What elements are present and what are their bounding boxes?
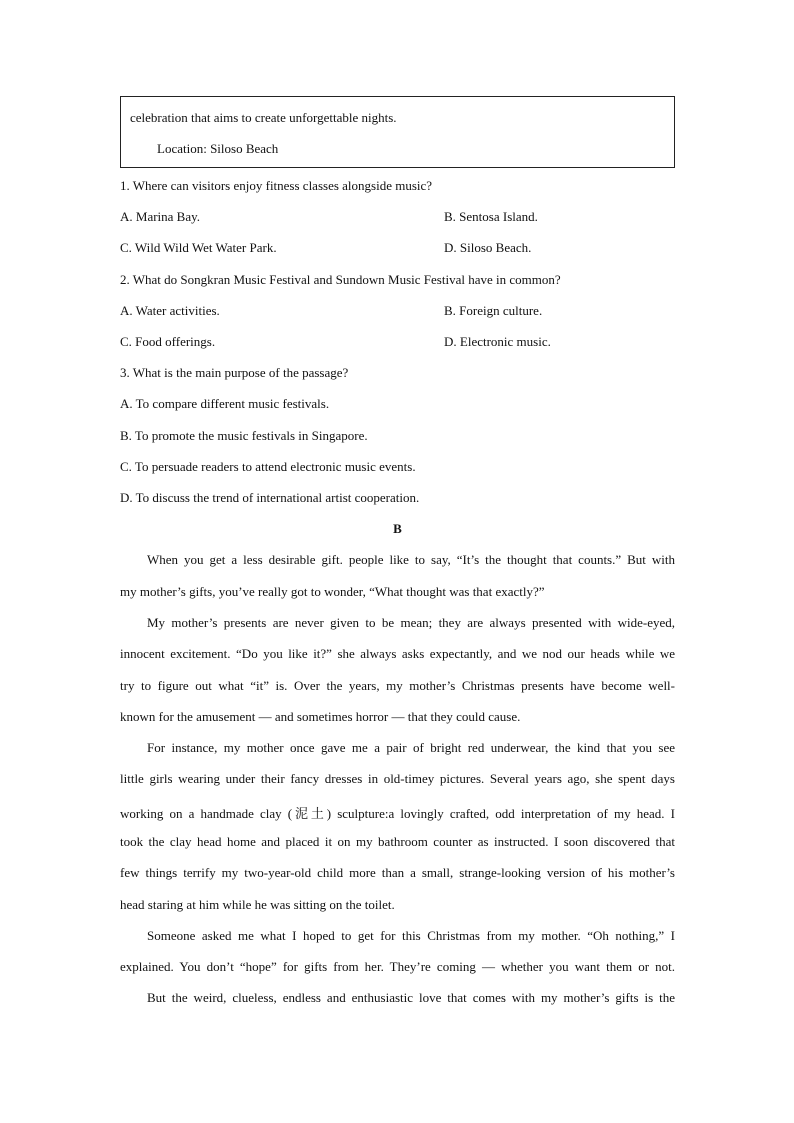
passage-line: innocent excitement. “Do you like it?” she always asks expectantly, and we nod our heads while we <box>120 646 675 661</box>
passage-box <box>120 96 675 168</box>
passage-line: took the clay head home and placed it on my bathroom counter as instructed. I soon discovered that <box>120 834 675 849</box>
q1-option-a: A. Marina Bay. <box>120 209 201 224</box>
question-1: 1. Where can visitors enjoy fitness classes alongside music? <box>120 178 433 193</box>
passage-line: When you get a less desirable gift. people like to say, “It’s the thought that counts.” But with <box>147 552 675 567</box>
passage-line: But the weird, clueless, endless and enthusiastic love that comes with my mother’s gifts is the <box>147 990 675 1005</box>
passage-line: my mother’s gifts, you’ve really got to wonder, “What thought was that exactly?” <box>120 584 545 599</box>
q3-option-b: B. To promote the music festivals in Singapore. <box>120 428 368 443</box>
q3-option-c: C. To persuade readers to attend electronic music events. <box>120 459 416 474</box>
passage-line: head staring at him while he was sitting on the toilet. <box>120 897 395 912</box>
passage-line: For instance, my mother once gave me a pair of bright red underwear, the kind that you see <box>147 740 675 755</box>
passage-line: little girls wearing under their fancy dresses in old-timey pictures. Several years ago, she spent days <box>120 771 675 786</box>
passage-line: try to figure out what “it” is. Over the years, my mother’s Christmas presents have become well- <box>120 678 675 693</box>
passage-line: known for the amusement — and sometimes horror — that they could cause. <box>120 709 521 724</box>
passage-line: Someone asked me what I hoped to get for this Christmas from my mother. “Oh nothing,” I <box>147 928 675 943</box>
q2-option-a: A. Water activities. <box>120 303 220 318</box>
q3-option-d: D. To discuss the trend of international artist cooperation. <box>120 490 420 505</box>
q2-option-d: D. Electronic music. <box>444 334 551 349</box>
q1-option-b: B. Sentosa Island. <box>444 209 538 224</box>
box-line: celebration that aims to create unforgettable nights. <box>130 110 397 125</box>
passage-line: working on a handmade clay (泥土) sculpture:a lovingly crafted, odd interpretation of my head. I <box>120 806 675 821</box>
q2-option-c: C. Food offerings. <box>120 334 216 349</box>
q3-option-a: A. To compare different music festivals. <box>120 396 330 411</box>
question-3: 3. What is the main purpose of the passage? <box>120 365 349 380</box>
passage-line: few things terrify my two-year-old child more than a small, strange-looking version of his mother’s <box>120 865 675 880</box>
passage-line: My mother’s presents are never given to be mean; they are always presented with wide-eyed, <box>147 615 675 630</box>
passage-line: explained. You don’t “hope” for gifts from her. They’re coming — whether you want them or not. <box>120 959 675 974</box>
q1-option-c: C. Wild Wild Wet Water Park. <box>120 240 277 255</box>
section-heading: B <box>393 521 402 536</box>
question-2: 2. What do Songkran Music Festival and Sundown Music Festival have in common? <box>120 272 561 287</box>
q2-option-b: B. Foreign culture. <box>444 303 543 318</box>
location-line: Location: Siloso Beach <box>157 141 279 156</box>
q1-option-d: D. Siloso Beach. <box>444 240 532 255</box>
